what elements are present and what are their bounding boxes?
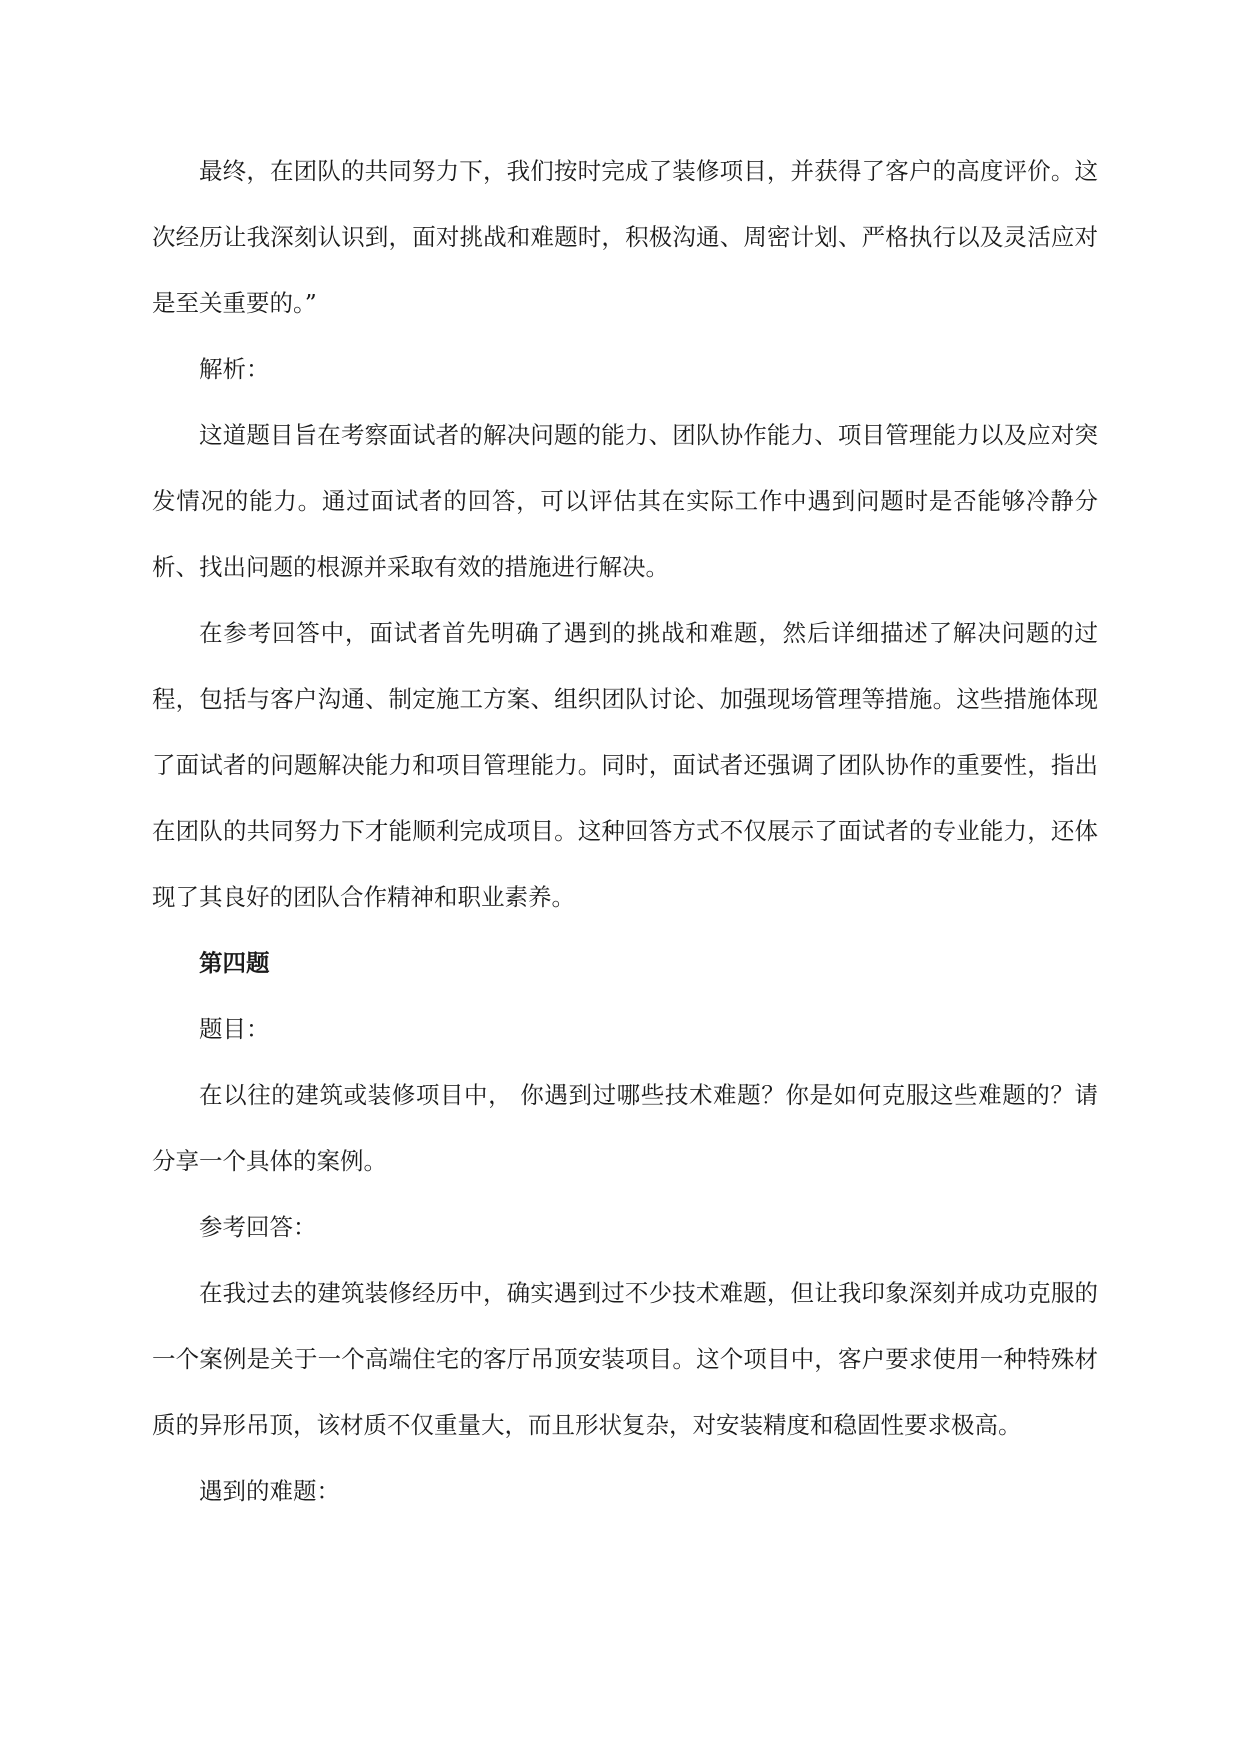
paragraph-question: 在以往的建筑或装修项目中， 你遇到过哪些技术难题？你是如何克服这些难题的？请分享一个具体的案例。: [152, 1081, 1098, 1175]
paragraph-answer: 在我过去的建筑装修经历中，确实遇到过不少技术难题，但让我印象深刻并成功克服的一个案例是关于一个高端住宅的客厅吊顶安装项目。这个项目中，客户要求使用一种特殊材质的异形吊顶，该材质不仅重量大，而且形状复杂，对安装精度和稳固性要求极高。: [152, 1279, 1098, 1439]
paragraph-analysis-label: 解析：: [199, 355, 270, 383]
paragraph-conclusion: 最终，在团队的共同努力下，我们按时完成了装修项目，并获得了客户的高度评价。这次经历让我深刻认识到，面对挑战和难题时，积极沟通、周密计划、严格执行以及灵活应对是至关重要的。”: [152, 157, 1098, 317]
paragraph-difficulty-label: 遇到的难题：: [199, 1477, 340, 1505]
paragraph-analysis-intro: 这道题目旨在考察面试者的解决问题的能力、团队协作能力、项目管理能力以及应对突发情况的能力。通过面试者的回答，可以评估其在实际工作中遇到问题时是否能够冷静分析、找出问题的根源并采取有效的措施进行解决。: [152, 421, 1098, 581]
paragraph-answer-label: 参考回答：: [199, 1213, 317, 1241]
document-body: [152, 138, 1098, 1524]
paragraph-analysis-detail: 在参考回答中，面试者首先明确了遇到的挑战和难题，然后详细描述了解决问题的过程，包括与客户沟通、制定施工方案、组织团队讨论、加强现场管理等措施。这些措施体现了面试者的问题解决能力和项目管理能力。同时，面试者还强调了团队协作的重要性，指出在团队的共同努力下才能顺利完成项目。这种回答方式不仅展示了面试者的专业能力，还体现了其良好的团队合作精神和职业素养。: [152, 619, 1098, 911]
paragraph-question-label: 题目：: [199, 1015, 270, 1043]
section-heading: 第四题: [199, 949, 270, 977]
